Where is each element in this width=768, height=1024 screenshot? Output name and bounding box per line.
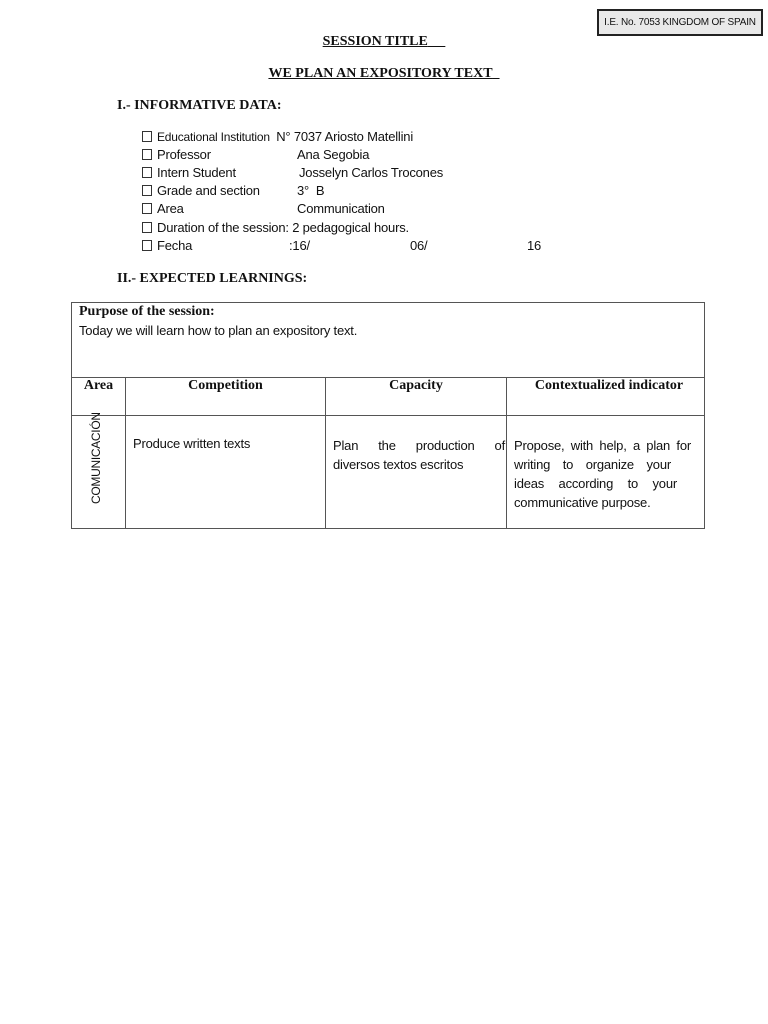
checkbox-bullet-icon [142,185,152,196]
column-header-area: Area [83,378,114,393]
table-divider [125,377,126,529]
main-title: WE PLAN AN EXPOSITORY TEXT [268,66,493,81]
column-header-competition: Competition [188,378,263,393]
table-divider [71,415,705,416]
info-item-date: Fecha :16/ 06/ 16 [142,238,192,256]
info-item-area: Area Communication [142,201,184,219]
checkbox-bullet-icon [142,203,152,214]
checkbox-bullet-icon [142,149,152,160]
info-item-professor: Professor Ana Segobia [142,147,211,165]
checkbox-bullet-icon [142,240,152,251]
school-badge: I.E. No. 7053 KINGDOM OF SPAIN [597,9,763,36]
info-item-institution: Educational Institution N° 7037 Ariosto Matellini [142,129,413,147]
checkbox-bullet-icon [142,131,152,142]
checkbox-bullet-icon [142,167,152,178]
column-header-capacity: Capacity [389,378,443,393]
capacity-cell: Plan the production of diversos textos escritos [333,438,505,472]
area-cell: COMUNICACIÓN [89,412,103,504]
table-divider [325,377,326,529]
purpose-text: Today we will learn how to plan an expository text. [79,323,358,338]
learnings-heading: II.- EXPECTED LEARNINGS: [117,271,308,286]
informative-heading: I.- INFORMATIVE DATA: [117,98,282,113]
column-header-indicator: Contextualized indicator [534,378,684,393]
info-item-duration: Duration of the session: 2 pedagogical hours. [142,220,409,238]
session-title: SESSION TITLE [322,34,428,49]
purpose-label: Purpose of the session: [79,304,215,319]
indicator-cell: Propose, with help, a plan for writing to organize your ideas according to your communicative purpose. [514,438,691,510]
checkbox-bullet-icon [142,222,152,233]
competition-cell: Produce written texts [133,436,251,451]
table-divider [506,377,507,529]
info-item-grade: Grade and section 3° B [142,183,260,201]
info-item-intern: Intern Student Josselyn Carlos Trocones [142,165,236,183]
